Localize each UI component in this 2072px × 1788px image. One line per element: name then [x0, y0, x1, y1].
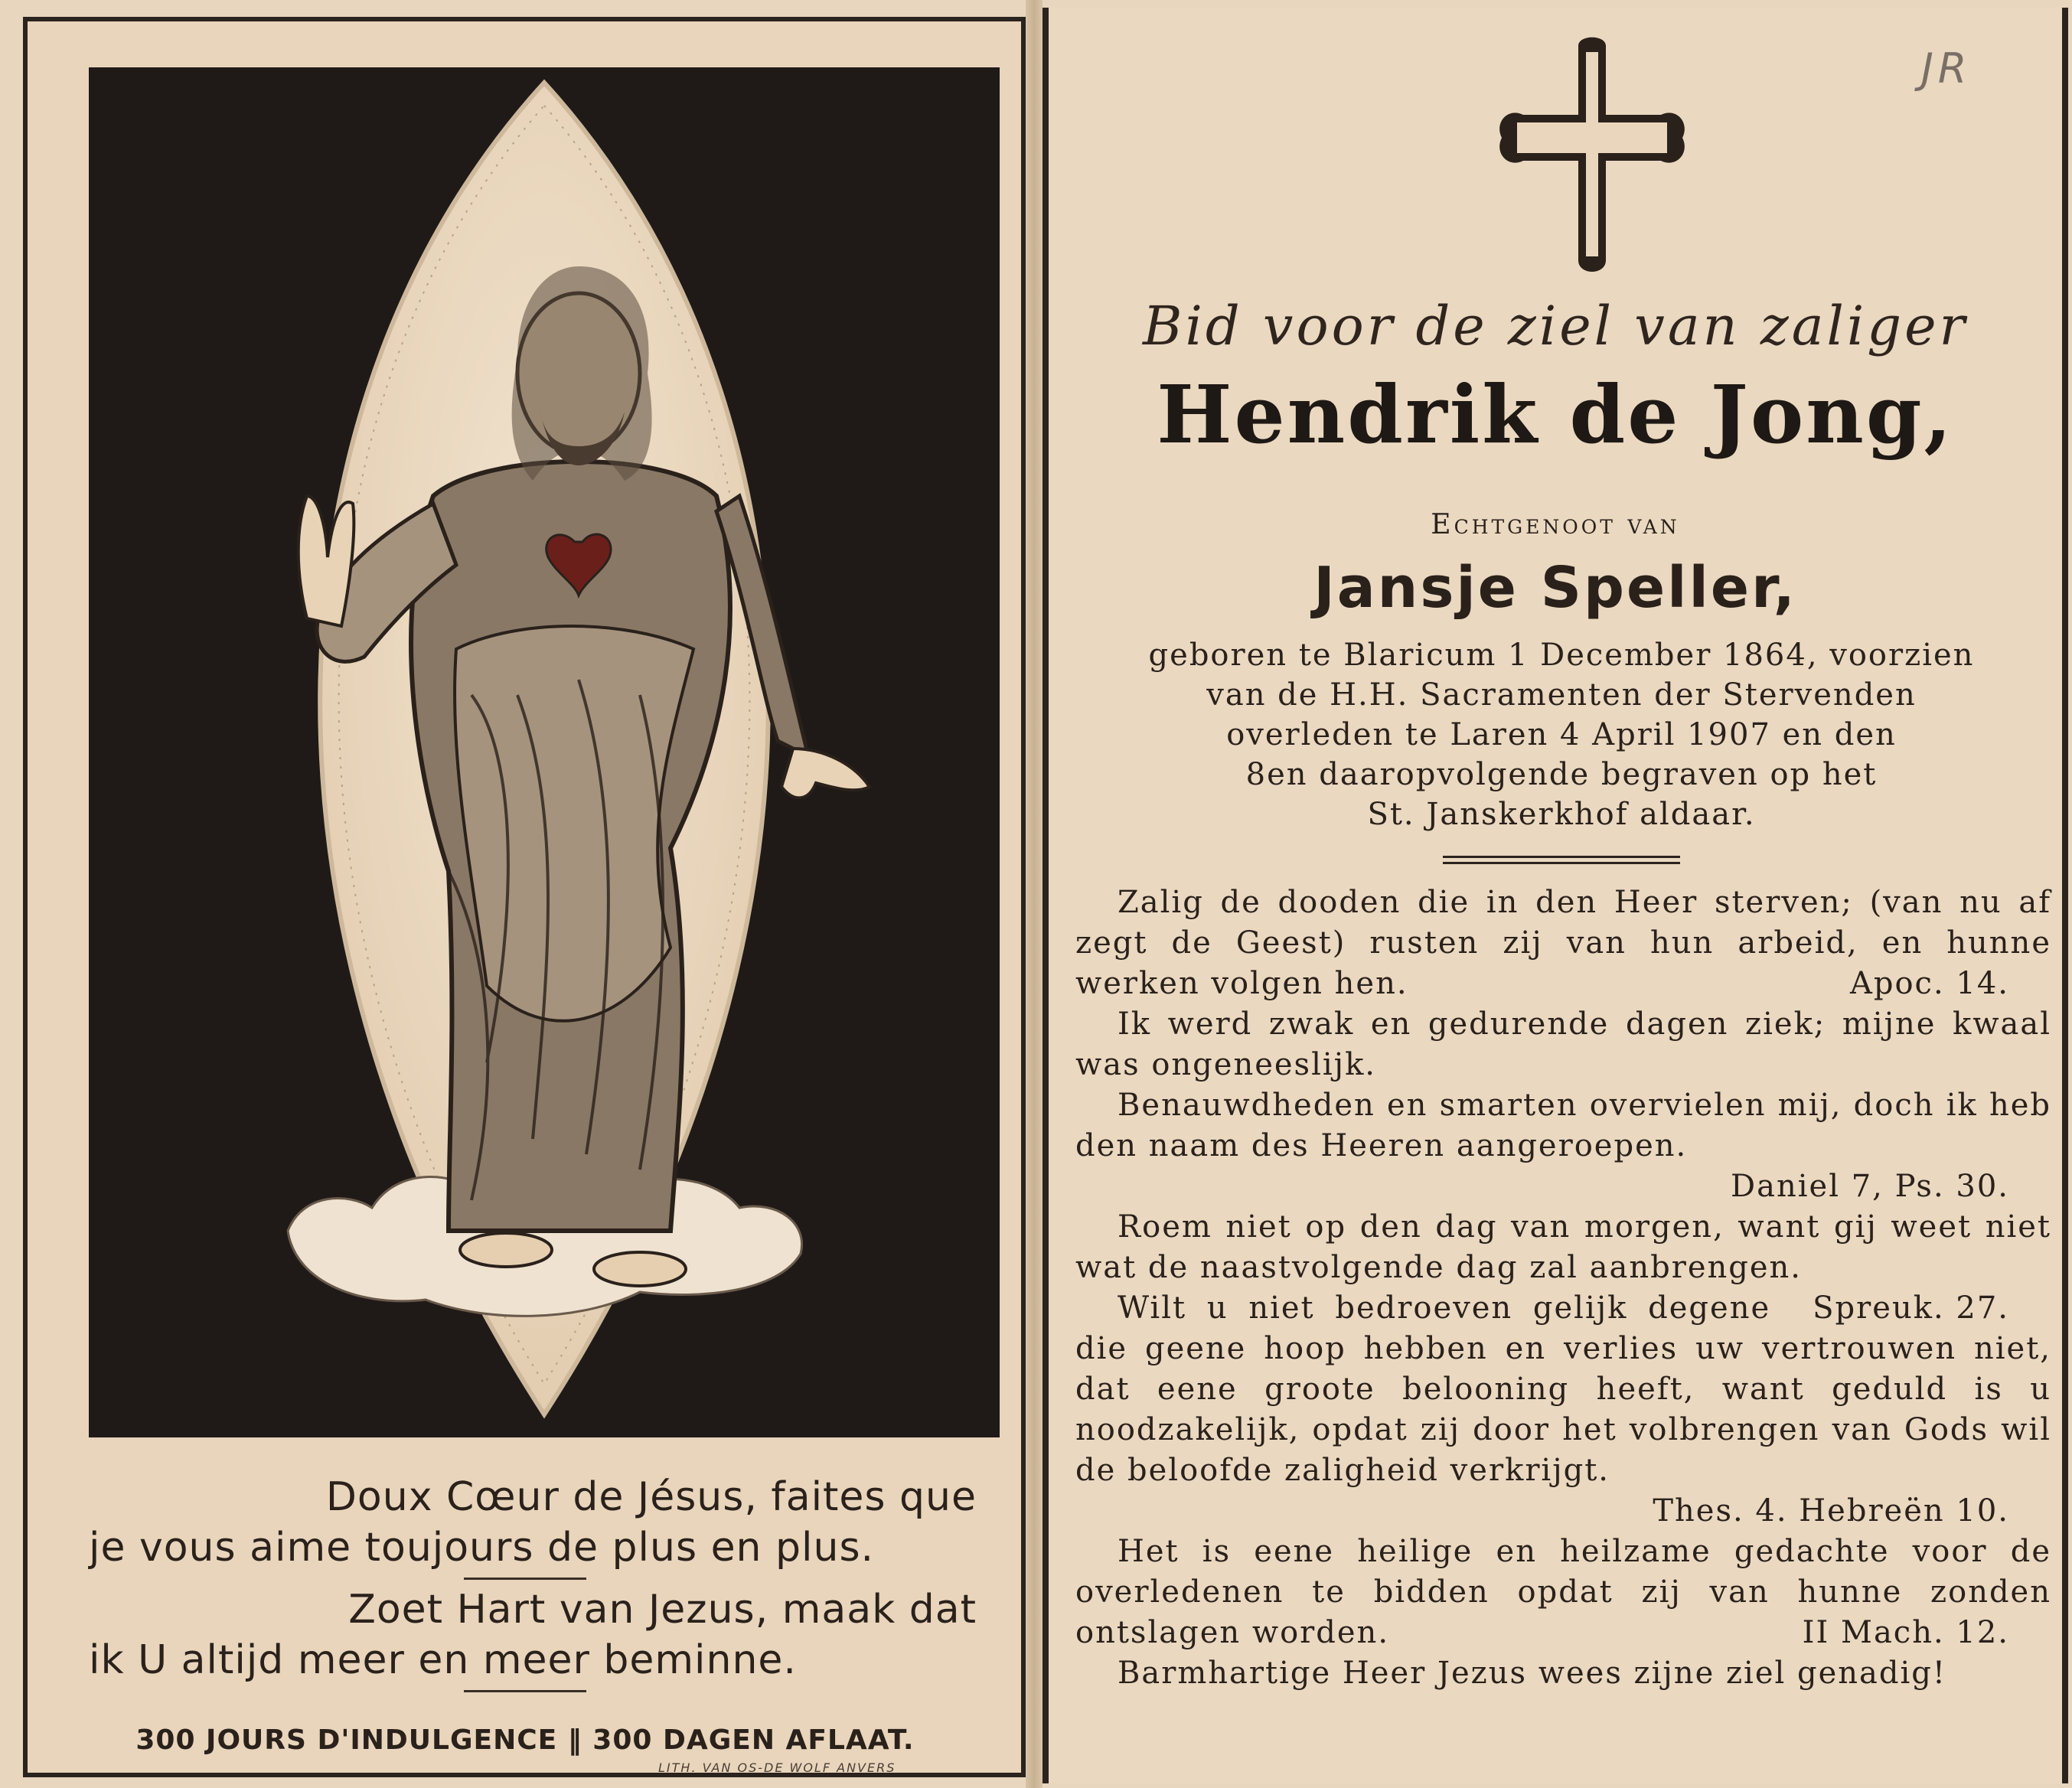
verse-reference: Thes. 4. Hebreën 10.: [1653, 1493, 2009, 1529]
prayer-intro: Bid voor de ziel van zaliger: [1143, 295, 1968, 357]
bio-line: van de H.H. Sacramenten der Stervenden: [1206, 677, 1917, 713]
christ-figure-icon: [89, 67, 1000, 1437]
scripture-verses: [1075, 883, 2051, 1694]
verse: [1075, 883, 2051, 1004]
handwritten-initials: JR: [1921, 44, 1972, 93]
verse-text: Benauwdheden en smarten overvielen mij, doch ik heb den naam des Heeren aangeroepen.: [1075, 1088, 2051, 1163]
verse: [1075, 1085, 2051, 1166]
separator-rule: [1443, 856, 1680, 858]
spouse-name: Jansje Speller,: [1313, 555, 1797, 621]
separator-rule: [1443, 862, 1680, 864]
bio-line: geboren te Blaricum 1 December 1864, voorzien: [1148, 638, 1975, 673]
divider: [464, 1578, 586, 1580]
bio-line: overleden te Laren 4 April 1907 en den: [1226, 717, 1897, 752]
spouse-label: Echtgenoot van: [1431, 509, 1680, 540]
verse-text: Barmhartige Heer Jezus wees zijne ziel genadig!: [1118, 1656, 1946, 1691]
prayer-french-line-1: Doux Cœur de Jésus, faites que: [325, 1474, 977, 1520]
prayer-text: [39, 1472, 1011, 1692]
prayer-dutch-line-2: ik U altijd meer en meer beminne.: [89, 1637, 797, 1683]
divider: [464, 1690, 586, 1692]
printer-imprint: LITH. VAN OS-DE WOLF ANVERS: [658, 1760, 896, 1775]
verse-text: Wilt u niet bedroeven gelijk degene die geene hoop hebben en verlies uw vertrouwen niet, dat eene groote belooning heeft, want geduld is u noodzakelijk, opdat zij door het volbrengen van Gods wil de beloofde zaligheid verkrijgt.: [1075, 1290, 2051, 1488]
verse: [1075, 1532, 2051, 1653]
verse-text: Zalig de dooden die in den Heer sterven; (van nu af zegt de Geest) rusten zij van hun arbeid, en hunne werken volgen hen.: [1075, 885, 2051, 1001]
verse: [1075, 1004, 2051, 1085]
bio-line: St. Janskerkhof aldaar.: [1367, 797, 1756, 832]
verse-text: Ik werd zwak en gedurende dagen ziek; mijne kwaal was ongeneeslijk.: [1075, 1007, 2051, 1082]
prayer-dutch-line-1: Zoet Hart van Jezus, maak dat: [348, 1587, 977, 1633]
devotional-image-card: [23, 17, 1026, 1777]
deceased-name: Hendrik de Jong,: [1157, 367, 1954, 462]
bio-line: 8en daaropvolgende begraven op het: [1245, 757, 1878, 792]
verse-text: Het is eene heilige en heilzame gedachte voor de overledenen te bidden opdat zij van hunne zonden ontslagen worden.: [1075, 1534, 2051, 1650]
cross-icon: [1485, 31, 1699, 283]
prayer-french-line-2: je vous aime toujours de plus en plus.: [89, 1525, 875, 1571]
sacred-heart-illustration: [89, 67, 1000, 1437]
verse: [1075, 1653, 2051, 1694]
verse-reference: Daniel 7, Ps. 30.: [1731, 1169, 2009, 1204]
verse-reference: II Mach. 12.: [1802, 1615, 2009, 1650]
verse: [1075, 1207, 2051, 1326]
biography: [1072, 635, 2051, 834]
card-fold: [1026, 0, 1043, 1788]
verse-reference: Apoc. 14.: [1849, 966, 2009, 1001]
verse-reference: Spreuk. 27.: [1813, 1290, 2009, 1326]
indulgence-note: 300 JOURS D'INDULGENCE ‖ 300 DAGEN AFLAAT.: [135, 1724, 915, 1756]
verse-text: Roem niet op den dag van morgen, want gij weet niet wat de naastvolgende dag zal aanbrengen.: [1075, 1209, 2051, 1285]
